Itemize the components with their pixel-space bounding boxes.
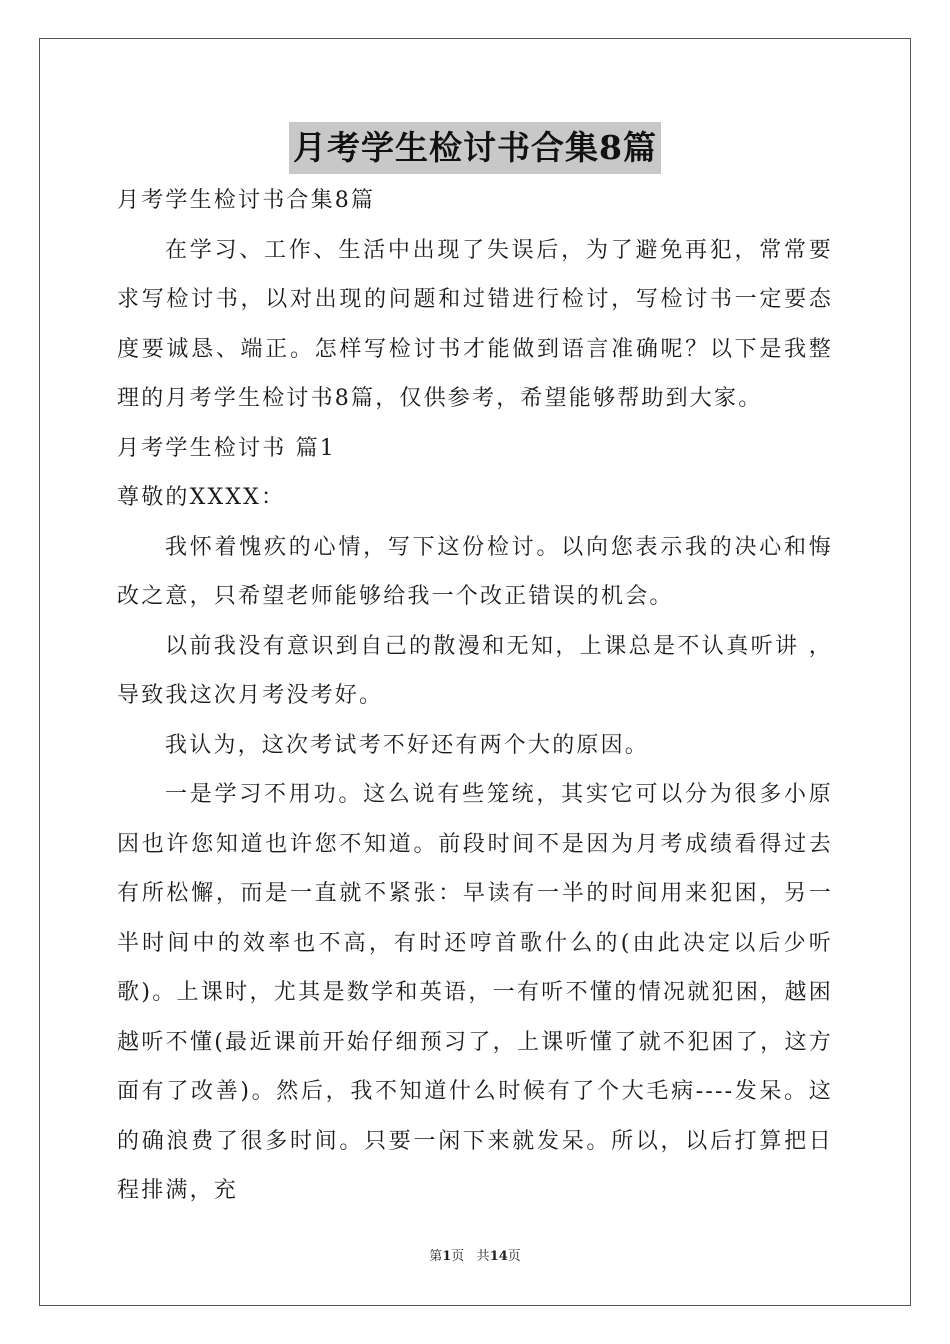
section-heading: 月考学生检讨书 篇1 [117, 435, 336, 461]
body-paragraph: 我怀着愧疚的心情，写下这份检讨。以向您表示我的决心和悔改之意，只希望老师能够给我一个改正错误的机会。 [117, 534, 833, 609]
title-container [0, 122, 950, 174]
body-paragraph: 我认为，这次考试考不好还有两个大的原因。 [165, 732, 650, 758]
intro-paragraph: 在学习、工作、生活中出现了失误后，为了避免再犯，常常要求写检讨书，以对出现的问题和过错进行检讨，写检讨书一定要态度要诚恳、端正。怎样写检讨书才能做到语言准确呢？以下是我整理的月考学生检讨书8篇，仅供参考，希望能够帮助到大家。 [117, 237, 833, 411]
salutation: 尊敬的XXXX： [117, 485, 286, 510]
document-title: 月考学生检讨书合集8篇 [289, 122, 661, 174]
body-paragraph: 一是学习不用功。这么说有些笼统，其实它可以分为很多小原因也许您知道也许您不知道。前段时间不是因为月考成绩看得过去有所松懈，而是一直就不紧张：早读有一半的时间用来犯困，另一半时间中的效率也不高，有时还哼首歌什么的(由此决定以后少听歌)。上课时，尤其是数学和英语，一有听不懂的情况就犯困，越困越听不懂(最近课前开始仔细预习了，上课听懂了就不犯困了，这方面有了改善)。然后，我不知道什么时候有了个大毛病----发呆。这的确浪费了很多时间。只要一闲下来就发呆。所以，以后打算把日程排满，充 [117, 782, 833, 1203]
body-paragraph: 以前我没有意识到自己的散漫和无知，上课总是不认真听讲 ，导致我这次月考没考好。 [117, 633, 833, 708]
page-number: 1 [442, 1249, 452, 1264]
document-body [117, 176, 833, 1216]
subtitle-line: 月考学生检讨书合集8篇 [117, 188, 376, 213]
total-label-suffix: 页 [507, 1249, 521, 1264]
page-label-suffix: 页 [451, 1249, 465, 1264]
total-label-prefix: 共 [476, 1249, 490, 1264]
page-label-prefix: 第 [429, 1249, 443, 1264]
footer-gap [464, 1249, 476, 1264]
page-footer [0, 1245, 950, 1264]
total-pages: 14 [489, 1249, 508, 1264]
